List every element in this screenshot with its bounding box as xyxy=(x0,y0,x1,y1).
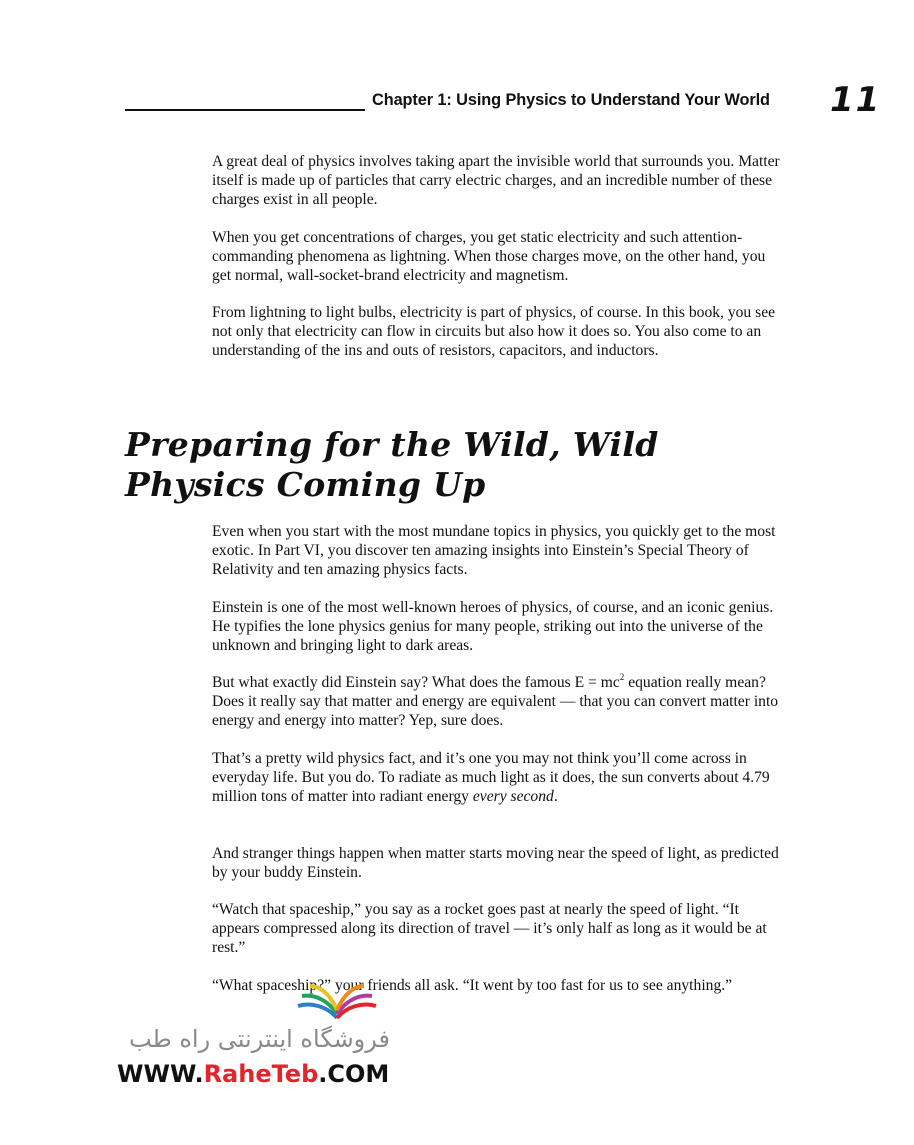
paragraph: Einstein is one of the most well-known heroes of physics, of course, and an iconic genius. He typifies the lone physics genius for many people, striking out into the universe of the unknown and bringing light to dark areas. xyxy=(212,599,774,654)
paragraph: A great deal of physics involves taking apart the invisible world that surrounds you. Matter itself is made up of particles that carry electric charges, and an incredible number of these charges exist in all people. xyxy=(212,153,780,208)
url-suffix: .COM xyxy=(318,1060,390,1088)
paragraph: “Watch that spaceship,” you say as a rocket goes past at nearly the speed of light. “It appears compressed along its direction of travel — it’s only half as long as it would be at rest.” xyxy=(212,901,767,956)
paragraph: Even when you start with the most mundane topics in physics, you quickly get to the most exotic. In Part VI, you discover ten amazing insights into Einstein’s Special Theory of Relativity and ten amazing physics facts. xyxy=(212,523,776,578)
superscript: 2 xyxy=(619,672,625,682)
text-run: equation really mean? Does it really say that matter and energy are equivalent — that you can convert matter into energy and energy into matter? Yep, sure does. xyxy=(212,674,779,729)
paragraph: From lightning to light bulbs, electricity is part of physics, of course. In this book, you see not only that electricity can flow in circuits but also how it does so. You also come to an understanding of the ins and outs of resistors, capacitors, and inductors. xyxy=(212,304,776,359)
url-brand: RaheTeb xyxy=(203,1060,319,1088)
header-rule xyxy=(125,109,365,111)
paragraph: And stranger things happen when matter starts moving near the speed of light, as predicted by your buddy Einstein. xyxy=(212,845,779,881)
watermark-url xyxy=(117,1060,389,1088)
paragraph: “What spaceship?” your friends all ask. “It went by too fast for us to see anything.” xyxy=(212,977,733,994)
watermark-persian-text: فروشگاه اینترنتی راه طب xyxy=(129,1025,390,1053)
text-run: . xyxy=(553,788,558,805)
paragraph xyxy=(212,673,782,730)
page-number: 11 xyxy=(830,80,882,120)
paragraph: When you get concentrations of charges, you get static electricity and such attention-commanding phenomena as lightning. When those charges move, on the other hand, you get normal, wall-socket-brand electricity and magnetism. xyxy=(212,229,766,284)
running-header: Chapter 1: Using Physics to Understand Your World xyxy=(372,90,770,109)
book-logo-icon xyxy=(292,976,382,1026)
text-run: That’s a pretty wild physics fact, and it’s one you may not think you’ll come across in everyday life. But you do. To radiate as much light as it does, the sun converts about 4.79 million tons of matter into radiant energy xyxy=(212,750,770,805)
section-heading: Preparing for the Wild, Wild Physics Coming Up xyxy=(125,425,659,504)
paragraph xyxy=(212,749,782,806)
text-run: But what exactly did Einstein say? What does the famous E = mc xyxy=(212,674,620,691)
emphasis: every second xyxy=(472,788,554,805)
url-prefix: WWW. xyxy=(117,1060,204,1088)
